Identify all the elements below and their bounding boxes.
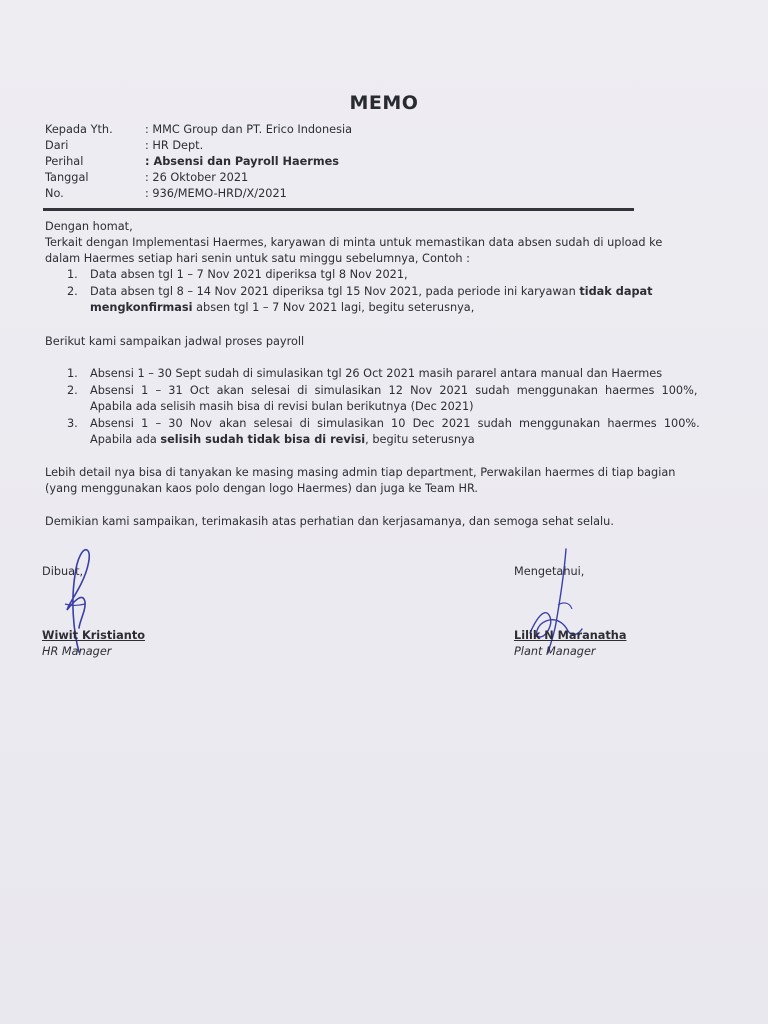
list-text: Apabila ada selisih sudah tidak bisa di revisi, begitu seterusnya: [90, 433, 475, 446]
detail-line-2: (yang menggunakan kaos polo dengan logo Haermes) dan juga ke Team HR.: [45, 482, 479, 495]
signatory-name-right: Lilik N Maranatha: [514, 629, 627, 642]
list-number: 1.: [67, 268, 78, 281]
signatory-name-left: Wiwit Kristianto: [42, 629, 145, 642]
emphasis: tidak dapat: [579, 285, 653, 298]
list-text: mengkonfirmasi absen tgl 1 – 7 Nov 2021 lagi, begitu seterusnya,: [90, 301, 475, 314]
header-value: : HR Dept.: [145, 139, 204, 152]
header-divider: [43, 208, 634, 211]
list-number: 2.: [67, 384, 78, 397]
list-text: Data absen tgl 1 – 7 Nov 2021 diperiksa tgl 8 Nov 2021,: [90, 268, 408, 281]
signatory-title-left: HR Manager: [42, 645, 112, 658]
detail-line-1: Lebih detail nya bisa di tanyakan ke masing masing admin tiap department, Perwakilan haermes di tiap bagian: [45, 466, 676, 479]
list-text: Data absen tgl 8 – 14 Nov 2021 diperiksa tgl 15 Nov 2021, pada periode ini karyawan tidak dapat: [90, 285, 653, 298]
signature-caption-left: Dibuat,: [42, 565, 84, 578]
list-number: 3.: [67, 417, 78, 430]
intro-line-1: Terkait dengan Implementasi Haermes, karyawan di minta untuk memastikan data absen sudah di upload ke: [45, 236, 663, 249]
header-value: : MMC Group dan PT. Erico Indonesia: [145, 123, 353, 136]
list-text: Absensi 1 – 30 Sept sudah di simulasikan tgl 26 Oct 2021 masih pararel antara manual dan Haermes: [90, 367, 663, 380]
header-label: Kepada Yth.: [45, 123, 113, 136]
list-number: 1.: [67, 367, 78, 380]
intro-line-2: dalam Haermes setiap hari senin untuk satu minggu sebelumnya, Contoh :: [45, 252, 470, 265]
list-text: Apabila ada selisih masih bisa di revisi bulan berikutnya (Dec 2021): [90, 400, 474, 413]
header-label: Tanggal: [45, 171, 89, 184]
greeting: Dengan homat,: [45, 220, 133, 233]
closing-text: Demikian kami sampaikan, terimakasih atas perhatian dan kerjasamanya, dan semoga sehat selalu.: [45, 515, 614, 528]
list-number: 2.: [67, 285, 78, 298]
header-label: Perihal: [45, 155, 84, 168]
header-label: No.: [45, 187, 64, 200]
emphasis: mengkonfirmasi: [90, 301, 193, 314]
header-value: : 26 Oktober 2021: [145, 171, 249, 184]
header-value: : 936/MEMO-HRD/X/2021: [145, 187, 287, 200]
header-label: Dari: [45, 139, 69, 152]
signature-caption-right: Mengetahui,: [514, 565, 585, 578]
emphasis: selisih sudah tidak bisa di revisi: [160, 433, 366, 446]
list-text: Absensi 1 – 30 Nov akan selesai di simulasikan 10 Dec 2021 sudah menggunakan haermes 100%.: [90, 417, 700, 430]
memo-title: MEMO: [349, 92, 419, 114]
schedule-intro: Berikut kami sampaikan jadwal proses payroll: [45, 335, 305, 348]
list-text: Absensi 1 – 31 Oct akan selesai di simulasikan 12 Nov 2021 sudah menggunakan haermes 100%,: [90, 384, 698, 397]
header-value: : Absensi dan Payroll Haermes: [145, 155, 340, 168]
signatory-title-right: Plant Manager: [514, 645, 596, 658]
